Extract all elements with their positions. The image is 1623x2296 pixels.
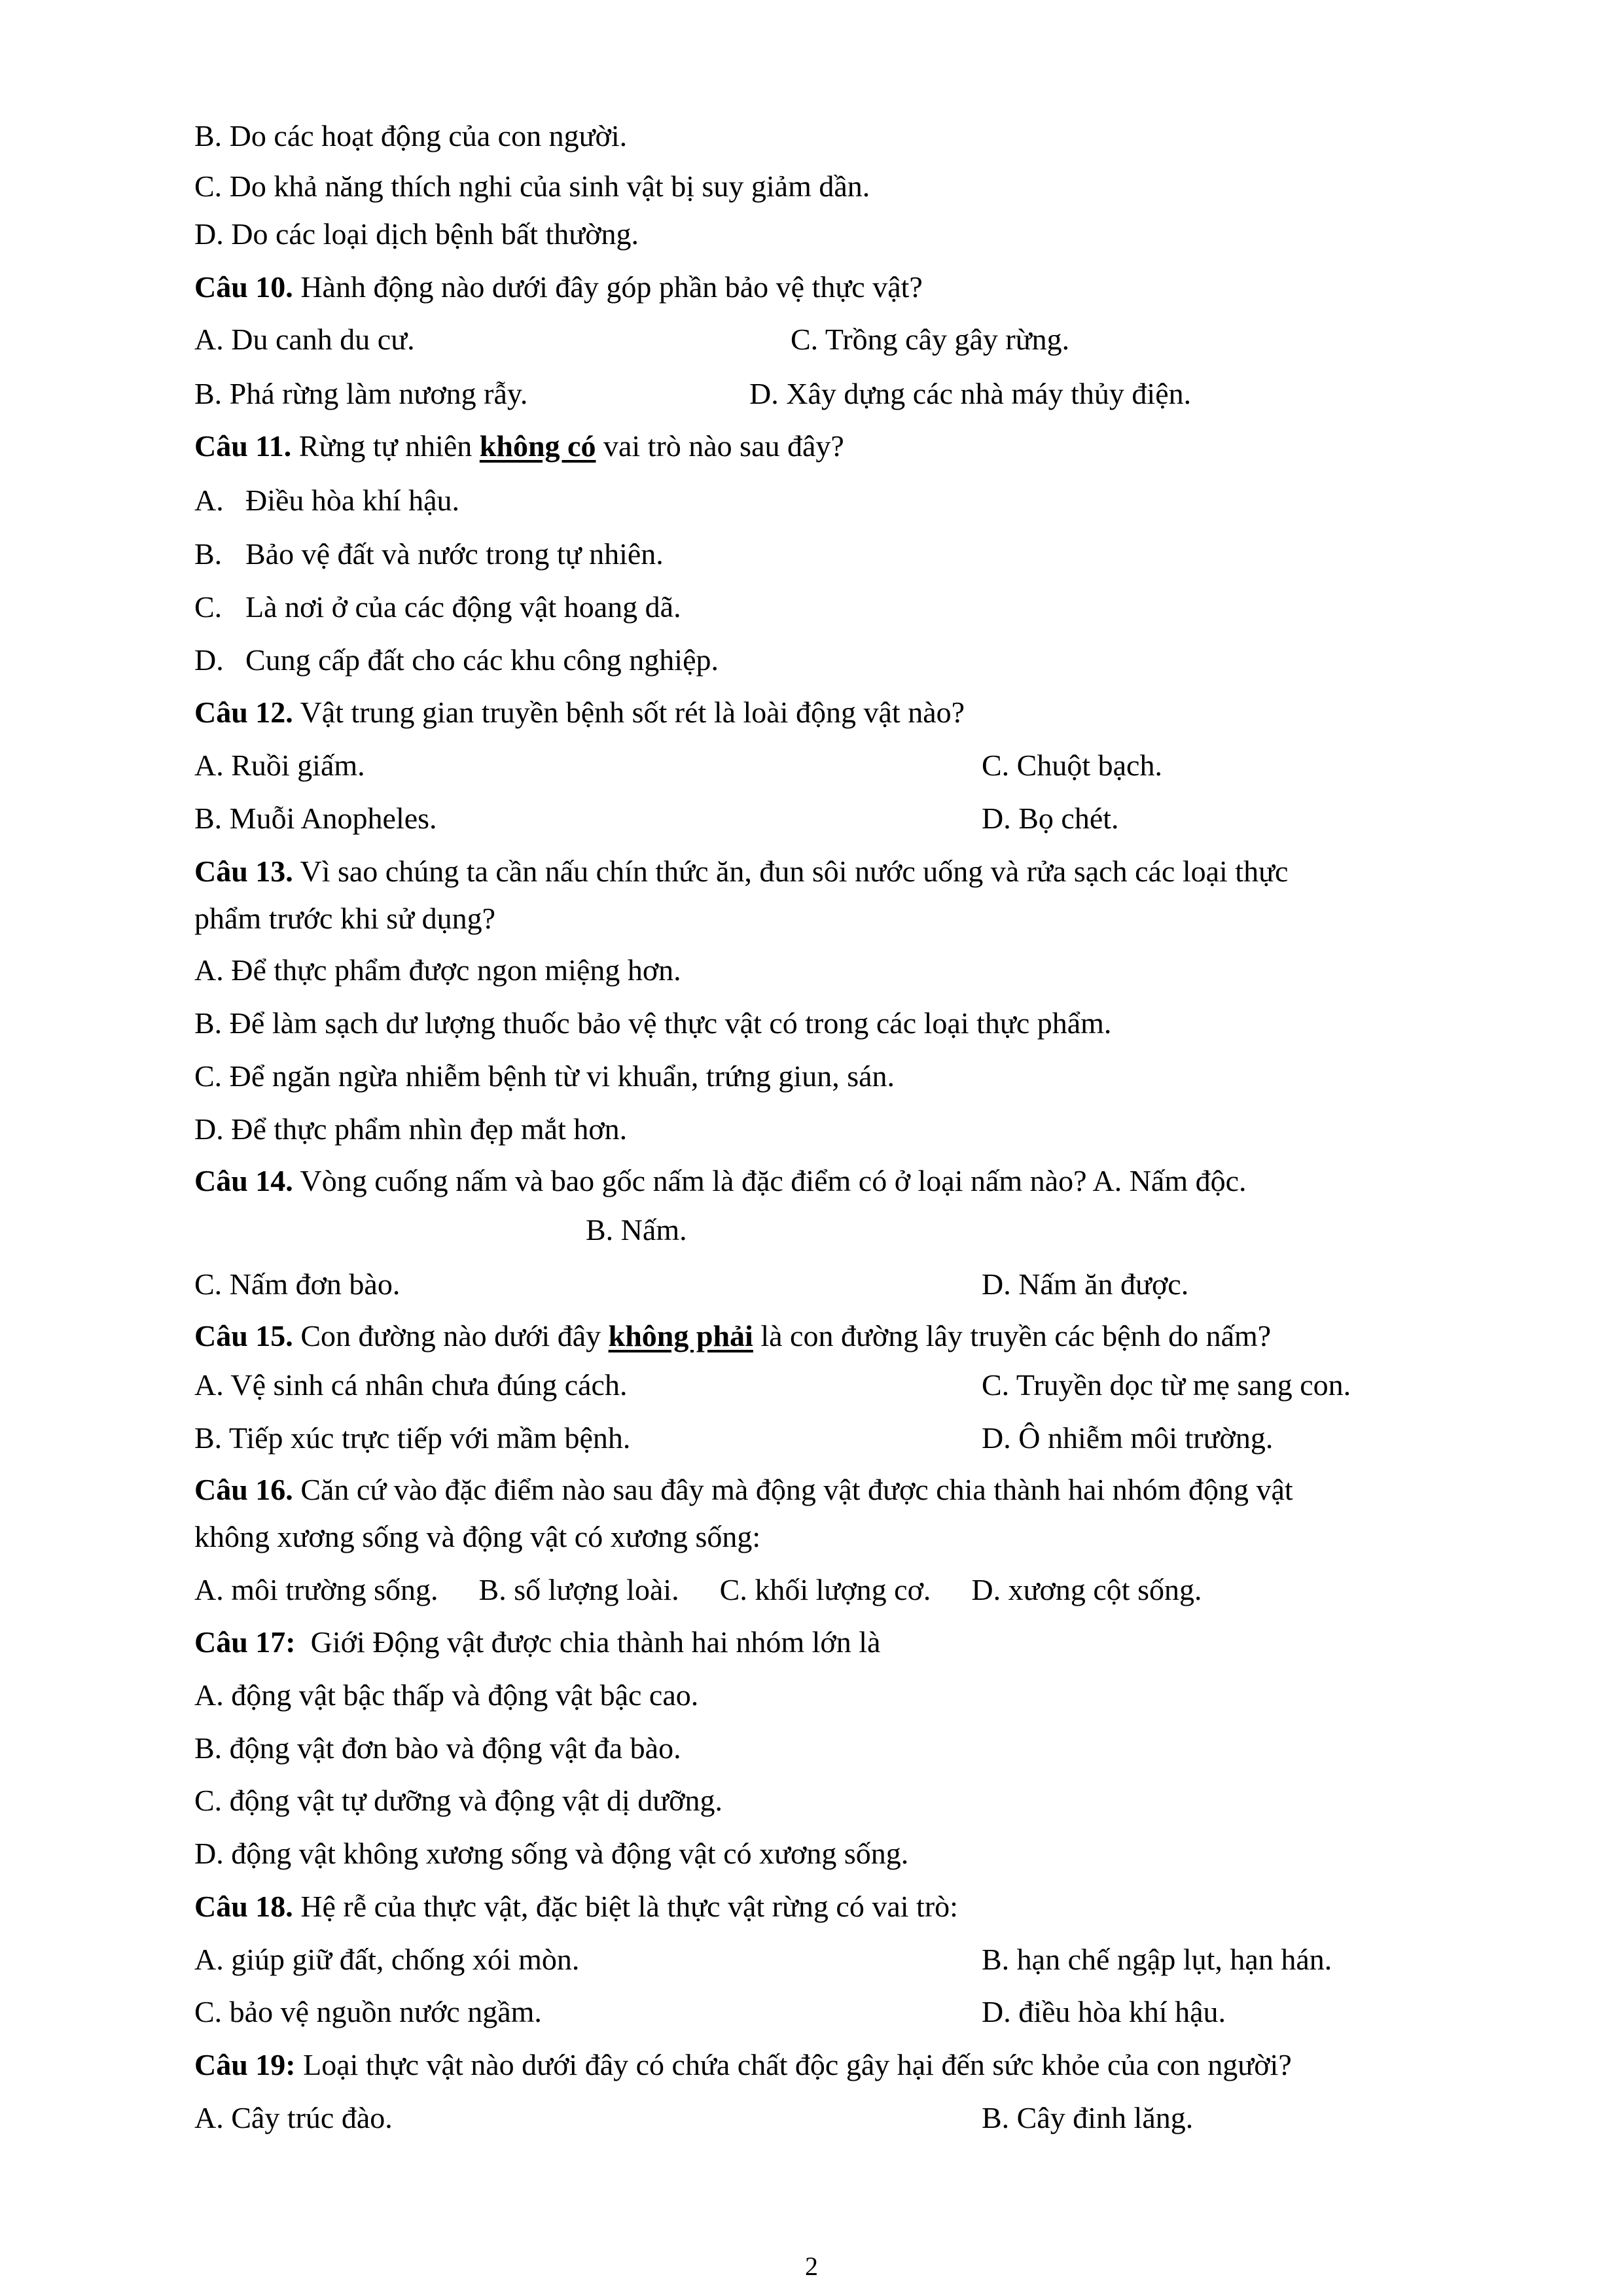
question-11 bbox=[194, 428, 844, 465]
question-label: Câu 14. bbox=[194, 1164, 293, 1197]
question-19 bbox=[194, 2047, 1292, 2083]
question-label: Câu 13. bbox=[194, 855, 293, 888]
question-text: Con đường nào dưới đây bbox=[293, 1319, 609, 1352]
question-label: Câu 19: bbox=[194, 2048, 296, 2081]
q17-option-b: B. động vật đơn bào và động vật đa bào. bbox=[194, 1731, 681, 1765]
q19-option-a: A. Cây trúc đào. bbox=[194, 2101, 393, 2134]
q12-option-c: C. Chuột bạch. bbox=[982, 749, 1162, 782]
option-c-prev: C. Do khả năng thích nghi của sinh vật bị suy giảm dần. bbox=[194, 169, 870, 203]
question-text: Loại thực vật nào dưới đây có chứa chất độc gây hại đến sức khỏe của con người? bbox=[295, 2048, 1292, 2081]
q16-option-c: C. khối lượng cơ. bbox=[719, 1573, 931, 1606]
q10-option-a: A. Du canh du cư. bbox=[194, 323, 415, 356]
option-b-prev: B. Do các hoạt động của con người. bbox=[194, 119, 628, 152]
q14-option-c: C. Nấm đơn bào. bbox=[194, 1267, 401, 1301]
question-label: Câu 16. bbox=[194, 1473, 293, 1506]
question-text: Hành động nào dưới đây góp phần bảo vệ thực vật? bbox=[293, 270, 923, 304]
q16-option-a: A. môi trường sống. bbox=[194, 1573, 438, 1606]
question-label: Câu 15. bbox=[194, 1319, 293, 1352]
question-16 bbox=[194, 1472, 1293, 1508]
question-label: Câu 17: bbox=[194, 1625, 296, 1659]
question-label: Câu 18. bbox=[194, 1890, 293, 1923]
q12-option-b: B. Muỗi Anopheles. bbox=[194, 802, 437, 835]
question-text: Giới Động vật được chia thành hai nhóm lớn là bbox=[295, 1625, 881, 1659]
question-label: Câu 12. bbox=[194, 696, 293, 729]
question-14 bbox=[194, 1163, 1247, 1199]
question-13 bbox=[194, 853, 1288, 890]
q13-option-c: C. Để ngăn ngừa nhiễm bệnh từ vi khuẩn, trứng giun, sán. bbox=[194, 1059, 895, 1093]
q18-option-b: B. hạn chế ngập lụt, hạn hán. bbox=[982, 1943, 1332, 1976]
question-13-cont: phẩm trước khi sử dụng? bbox=[194, 902, 495, 935]
q10-option-b: B. Phá rừng làm nương rẫy. bbox=[194, 377, 528, 410]
question-18 bbox=[194, 1888, 958, 1925]
question-text: Hệ rễ của thực vật, đặc biệt là thực vật rừng có vai trò: bbox=[293, 1890, 958, 1923]
q11-option-b: Bảo vệ đất và nước trong tự nhiên. bbox=[245, 537, 664, 571]
q17-option-c: C. động vật tự dưỡng và động vật dị dưỡng. bbox=[194, 1784, 722, 1817]
question-text: Vật trung gian truyền bệnh sốt rét là loài động vật nào? bbox=[293, 696, 965, 729]
emphasis-text: không phải bbox=[608, 1319, 753, 1352]
question-17 bbox=[194, 1624, 880, 1661]
q18-option-a: A. giúp giữ đất, chống xói mòn. bbox=[194, 1943, 580, 1976]
question-text: Rừng tự nhiên bbox=[291, 429, 480, 463]
q12-option-a: A. Ruồi giấm. bbox=[194, 749, 365, 782]
q15-option-a: A. Vệ sinh cá nhân chưa đúng cách. bbox=[194, 1368, 628, 1402]
q11-option-d-letter: D. bbox=[194, 643, 224, 677]
q13-option-a: A. Để thực phẩm được ngon miệng hơn. bbox=[194, 953, 681, 987]
q14-option-d: D. Nấm ăn được. bbox=[982, 1267, 1189, 1301]
q17-option-d: D. động vật không xương sống và động vật có xương sống. bbox=[194, 1837, 909, 1870]
q12-option-d: D. Bọ chét. bbox=[982, 802, 1119, 835]
q10-option-c: C. Trồng cây gây rừng. bbox=[791, 323, 1070, 356]
question-text: Vòng cuống nấm và bao gốc nấm là đặc điểm có ở loại nấm nào? A. Nấm độc. bbox=[293, 1164, 1247, 1197]
q14-option-b: B. Nấm. bbox=[586, 1213, 687, 1246]
q11-option-a: Điều hòa khí hậu. bbox=[245, 484, 460, 517]
q17-option-a: A. động vật bậc thấp và động vật bậc cao. bbox=[194, 1678, 699, 1712]
q11-option-c: Là nơi ở của các động vật hoang dã. bbox=[245, 590, 681, 624]
option-d-prev: D. Do các loại dịch bệnh bất thường. bbox=[194, 217, 639, 251]
question-12 bbox=[194, 694, 965, 731]
q10-option-d: D. Xây dựng các nhà máy thủy điện. bbox=[749, 377, 1192, 410]
q15-option-b: B. Tiếp xúc trực tiếp với mầm bệnh. bbox=[194, 1421, 631, 1455]
question-text: Căn cứ vào đặc điểm nào sau đây mà động vật được chia thành hai nhóm động vật bbox=[293, 1473, 1293, 1506]
question-10 bbox=[194, 269, 923, 306]
q16-option-d: D. xương cột sống. bbox=[971, 1573, 1202, 1606]
question-label: Câu 11. bbox=[194, 429, 292, 463]
question-text: vai trò nào sau đây? bbox=[596, 429, 844, 463]
emphasis-text: không có bbox=[479, 429, 596, 463]
q16-option-b: B. số lượng loài. bbox=[478, 1573, 679, 1606]
q16-options bbox=[194, 1572, 1242, 1608]
q11-option-a-letter: A. bbox=[194, 484, 224, 517]
question-label: Câu 10. bbox=[194, 270, 293, 304]
q19-option-b: B. Cây đinh lăng. bbox=[982, 2101, 1194, 2134]
q18-option-c: C. bảo vệ nguồn nước ngầm. bbox=[194, 1995, 542, 2028]
q11-option-d: Cung cấp đất cho các khu công nghiệp. bbox=[245, 643, 719, 677]
q11-option-b-letter: B. bbox=[194, 537, 223, 571]
question-text: Vì sao chúng ta cần nấu chín thức ăn, đun sôi nước uống và rửa sạch các loại thực bbox=[293, 855, 1289, 888]
question-15 bbox=[194, 1318, 1271, 1354]
page-number: 2 bbox=[805, 2252, 818, 2281]
q11-option-c-letter: C. bbox=[194, 590, 223, 624]
q13-option-d: D. Để thực phẩm nhìn đẹp mắt hơn. bbox=[194, 1112, 628, 1146]
q15-option-d: D. Ô nhiễm môi trường. bbox=[982, 1421, 1274, 1455]
q15-option-c: C. Truyền dọc từ mẹ sang con. bbox=[982, 1368, 1351, 1402]
q18-option-d: D. điều hòa khí hậu. bbox=[982, 1995, 1226, 2028]
q13-option-b: B. Để làm sạch dư lượng thuốc bảo vệ thực vật có trong các loại thực phẩm. bbox=[194, 1006, 1112, 1040]
question-text: là con đường lây truyền các bệnh do nấm? bbox=[753, 1319, 1272, 1352]
question-16-cont: không xương sống và động vật có xương sống: bbox=[194, 1520, 761, 1553]
